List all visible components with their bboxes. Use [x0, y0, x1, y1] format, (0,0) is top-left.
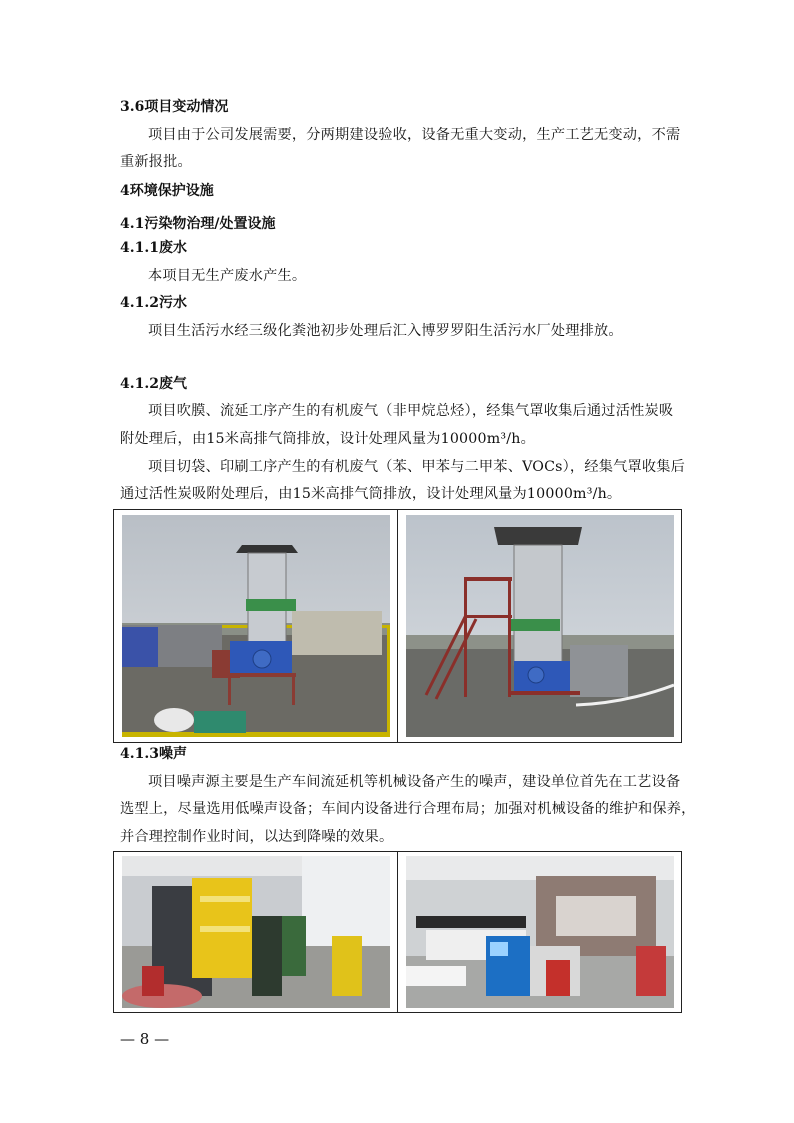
para-4-1-3-line2: 选型上，尽量选用低噪声设备；车间内设备进行合理布局；加强对机械设备的维护和保养，: [120, 801, 696, 817]
heading-4-1-3: 4.1.3噪声: [120, 746, 187, 762]
heading-4: 4环境保护设施: [120, 183, 214, 199]
photo-cell: [398, 852, 682, 1013]
photo-cell: [114, 510, 398, 743]
heading-4-1-2-wastewater: 4.1.2污水: [120, 295, 187, 311]
heading-4-1-1: 4.1.1废水: [120, 240, 187, 256]
heading-4-1: 4.1污染物治理/处置设施: [120, 216, 276, 232]
heading-3-6: 3.6项目变动情况: [120, 99, 229, 115]
photo-table-workshop: [113, 851, 682, 1013]
printing-machine-photo: [122, 856, 390, 1008]
para-4-1-3-line3: 并合理控制作业时间，以达到降噪的效果。: [120, 829, 394, 845]
para-3-6-line2: 重新报批。: [120, 154, 192, 170]
exhaust-tower-photo: [122, 515, 390, 737]
para-4-1-2-wastewater: 项目生活污水经三级化粪池初步处理后汇入博罗罗阳生活污水厂处理排放。: [148, 323, 623, 339]
para-4-1-2-gas-2-line1: 项目切袋、印刷工序产生的有机废气（苯、甲苯与二甲苯、VOCs），经集气罩收集后: [148, 459, 686, 475]
exhaust-tower-photo: [406, 515, 674, 737]
para-4-1-1: 本项目无生产废水产生。: [148, 268, 307, 284]
heading-4-1-2-waste-gas: 4.1.2废气: [120, 376, 187, 392]
photo-cell: [398, 510, 682, 743]
para-4-1-2-gas-2-line2: 通过活性炭吸附处理后，由15米高排气筒排放，设计处理风量为10000m³/h。: [120, 486, 622, 502]
para-4-1-3-line1: 项目噪声源主要是生产车间流延机等机械设备产生的噪声，建设单位首先在工艺设备: [148, 774, 681, 790]
photo-cell: [114, 852, 398, 1013]
photo-table-exhaust: [113, 509, 682, 743]
para-4-1-2-gas-1-line2: 附处理后，由15米高排气筒排放，设计处理风量为10000m³/h。: [120, 431, 535, 447]
page-number: — 8 —: [120, 1030, 170, 1048]
para-4-1-2-gas-1-line1: 项目吹膜、流延工序产生的有机废气（非甲烷总烃），经集气罩收集后通过活性炭吸: [148, 403, 674, 419]
casting-machine-photo: [406, 856, 674, 1008]
para-3-6-line1: 项目由于公司发展需要，分两期建设验收，设备无重大变动，生产工艺无变动，不需: [148, 127, 681, 143]
